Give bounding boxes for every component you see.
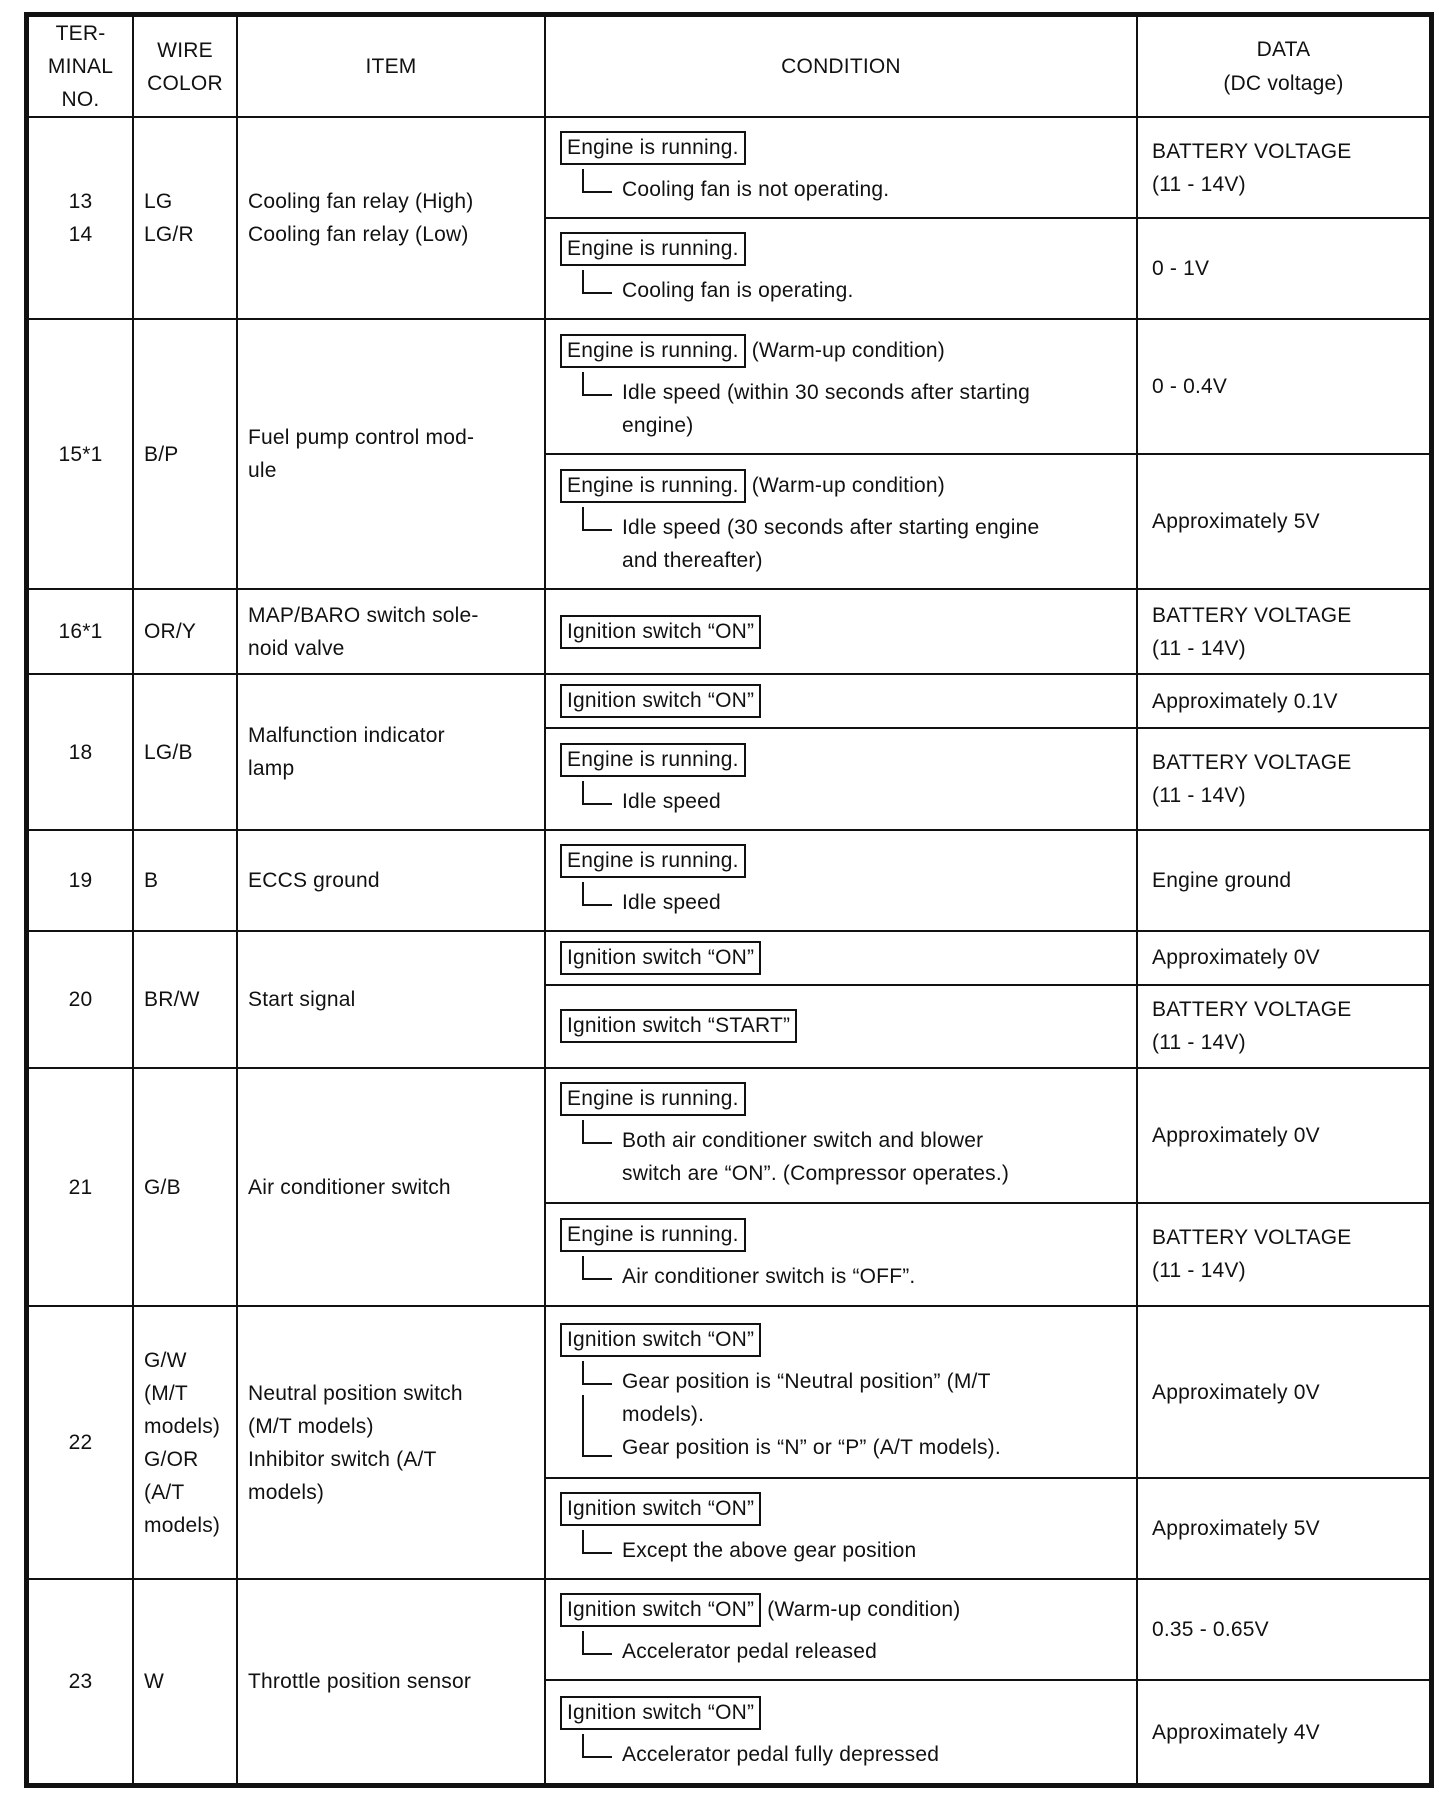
header-terminal-line: TER-	[55, 22, 106, 45]
data-voltage-cell	[1137, 1068, 1430, 1203]
data-voltage-cell	[1137, 1680, 1430, 1784]
header-wire-line: COLOR	[147, 71, 223, 95]
wire-color-cell	[133, 117, 237, 319]
wire-color-cell	[133, 830, 237, 931]
wire-color-cell-line: LG/B	[144, 740, 193, 764]
table-row	[28, 319, 1430, 454]
condition-subitem-line: Accelerator pedal fully depressed	[622, 1742, 940, 1766]
data-voltage-cell	[1137, 454, 1430, 589]
item-cell	[237, 931, 545, 1068]
wire-color-cell	[133, 1579, 237, 1784]
condition-cell	[545, 985, 1137, 1068]
condition-head	[560, 1591, 1126, 1629]
data-voltage-line: (11 - 14V)	[1152, 1031, 1246, 1055]
data-voltage-line: BATTERY VOLTAGE	[1152, 998, 1352, 1022]
condition-subitem-line: engine)	[622, 413, 694, 437]
condition-cell	[545, 319, 1137, 454]
condition-boxed-label: Engine is running.	[560, 334, 746, 368]
terminal-number-cell	[28, 674, 133, 829]
item-cell-line: MAP/BARO switch sole-	[248, 603, 479, 627]
item-cell-line: Fuel pump control mod-	[248, 426, 475, 450]
data-voltage-cell	[1137, 985, 1430, 1068]
condition-boxed-label: Engine is running.	[560, 1082, 746, 1116]
condition-head	[560, 741, 1126, 779]
condition-subitem-line: switch are “ON”. (Compressor operates.)	[622, 1162, 1010, 1186]
condition-boxed-label: Ignition switch “ON”	[560, 684, 761, 718]
table-row	[28, 674, 1430, 728]
wire-color-cell	[133, 1068, 237, 1306]
condition-subitem-line: and thereafter)	[622, 548, 763, 572]
condition-subitem	[560, 1431, 1126, 1464]
item-cell-line: ECCS ground	[248, 868, 380, 892]
wire-color-cell-line: LG	[144, 190, 173, 214]
data-voltage-cell	[1137, 1478, 1430, 1579]
wire-color-cell-line: models)	[144, 1513, 221, 1537]
item-cell-line: Malfunction indicator	[248, 724, 445, 748]
terminal-number-cell	[28, 1306, 133, 1579]
data-voltage-cell	[1137, 931, 1430, 985]
data-voltage-cell	[1137, 319, 1430, 454]
terminal-number-cell-line: 13	[68, 190, 93, 214]
condition-cell	[545, 1579, 1137, 1680]
terminal-number-cell	[28, 1068, 133, 1306]
data-voltage-cell	[1137, 117, 1430, 218]
terminal-number-cell	[28, 589, 133, 674]
condition-boxed-label: Engine is running.	[560, 131, 746, 165]
condition-head	[560, 467, 1126, 505]
wire-color-cell-line: LG/R	[144, 223, 194, 247]
wire-color-cell-line: (A/T	[144, 1480, 185, 1504]
table-row	[28, 830, 1430, 931]
header-data-line: DATA	[1256, 37, 1311, 61]
data-voltage-cell	[1137, 674, 1430, 728]
wire-color-cell-line: G/OR	[144, 1447, 199, 1471]
header-terminal	[28, 16, 133, 117]
terminal-number-cell	[28, 830, 133, 931]
condition-cell	[545, 218, 1137, 319]
item-cell	[237, 830, 545, 931]
data-voltage-line: Approximately 5V	[1152, 510, 1320, 534]
header-terminal-line: MINAL	[47, 55, 114, 78]
header-row	[28, 16, 1430, 117]
condition-head	[560, 230, 1126, 268]
table-row	[28, 589, 1430, 674]
data-voltage-line: Approximately 0V	[1152, 1380, 1320, 1404]
item-cell-line: models)	[248, 1480, 325, 1504]
header-wire-line: WIRE	[157, 38, 213, 62]
condition-subitem-line: Both air conditioner switch and blower	[622, 1129, 984, 1153]
data-voltage-line: 0.35 - 0.65V	[1152, 1618, 1269, 1642]
condition-head	[560, 842, 1126, 880]
item-cell	[237, 1579, 545, 1784]
condition-boxed-label: Engine is running.	[560, 743, 746, 777]
wire-color-cell-line: BR/W	[144, 987, 200, 1011]
terminal-number-cell-line: 23	[68, 1670, 93, 1694]
wire-color-cell-line: W	[144, 1670, 165, 1694]
item-cell	[237, 674, 545, 829]
condition-subitem	[560, 511, 1126, 577]
terminal-number-cell-line: 14	[68, 223, 93, 247]
condition-subitem-line: Cooling fan is not operating.	[622, 178, 890, 202]
data-voltage-cell	[1137, 1203, 1430, 1306]
terminal-number-cell-line: 21	[68, 1175, 93, 1199]
condition-note: (Warm-up condition)	[751, 338, 945, 362]
item-cell-line: Cooling fan relay (Low)	[248, 223, 469, 247]
wire-color-cell-line: OR/Y	[144, 620, 197, 644]
condition-cell	[545, 1680, 1137, 1784]
condition-subitem	[560, 1635, 1126, 1668]
condition-cell	[545, 830, 1137, 931]
data-voltage-cell	[1137, 218, 1430, 319]
condition-subitem-line: Except the above gear position	[622, 1539, 917, 1563]
item-cell-line: noid valve	[248, 636, 345, 660]
condition-subitem-line: Idle speed	[622, 890, 721, 914]
item-cell-line: Cooling fan relay (High)	[248, 190, 474, 214]
terminal-number-cell-line: 16*1	[58, 620, 103, 644]
data-voltage-line: Approximately 0.1V	[1152, 689, 1338, 713]
wire-color-cell-line: G/B	[144, 1175, 181, 1199]
condition-subitem	[560, 173, 1126, 206]
condition-note: (Warm-up condition)	[767, 1598, 961, 1622]
item-cell-line: lamp	[248, 757, 295, 781]
data-voltage-line: BATTERY VOLTAGE	[1152, 751, 1352, 775]
data-voltage-line: (11 - 14V)	[1152, 784, 1246, 808]
condition-head	[560, 939, 1126, 977]
condition-head	[560, 1007, 1126, 1045]
header-wire	[133, 16, 237, 117]
data-voltage-line: 0 - 0.4V	[1152, 375, 1228, 399]
data-voltage-line: Approximately 0V	[1152, 946, 1320, 970]
wire-color-cell	[133, 1306, 237, 1579]
condition-head	[560, 1080, 1126, 1118]
wire-color-cell	[133, 674, 237, 829]
data-voltage-cell	[1137, 830, 1430, 931]
header-item: ITEM	[237, 16, 545, 117]
condition-subitem-line: Idle speed (30 seconds after starting engine	[622, 515, 1040, 539]
condition-boxed-label: Ignition switch “ON”	[560, 615, 761, 649]
data-voltage-line: Approximately 5V	[1152, 1517, 1320, 1541]
header-terminal-line: NO.	[61, 88, 100, 111]
data-voltage-line: BATTERY VOLTAGE	[1152, 1226, 1352, 1250]
table-row	[28, 1306, 1430, 1478]
condition-cell	[545, 1068, 1137, 1203]
condition-subitem	[560, 274, 1126, 307]
condition-subitem-line: Gear position is “Neutral position” (M/T	[622, 1369, 991, 1393]
condition-subitem	[560, 1260, 1126, 1293]
condition-boxed-label: Ignition switch “ON”	[560, 1593, 761, 1627]
data-voltage-line: (11 - 14V)	[1152, 1259, 1246, 1283]
header-data	[1137, 16, 1430, 117]
condition-head	[560, 682, 1126, 720]
condition-boxed-label: Engine is running.	[560, 844, 746, 878]
data-voltage-cell	[1137, 589, 1430, 674]
terminal-number-cell-line: 22	[68, 1431, 93, 1455]
wire-color-cell	[133, 931, 237, 1068]
item-cell-line: ule	[248, 459, 277, 483]
condition-head	[560, 1490, 1126, 1528]
data-voltage-cell	[1137, 1579, 1430, 1680]
item-cell	[237, 1068, 545, 1306]
data-voltage-cell	[1137, 728, 1430, 829]
wire-color-cell-line: (M/T	[144, 1381, 188, 1405]
condition-cell	[545, 589, 1137, 674]
wire-color-cell	[133, 589, 237, 674]
condition-boxed-label: Ignition switch “ON”	[560, 941, 761, 975]
item-cell-line: Inhibitor switch (A/T	[248, 1447, 437, 1471]
item-cell-line: Air conditioner switch	[248, 1175, 451, 1199]
condition-subitem-line: Idle speed	[622, 789, 721, 813]
condition-boxed-label: Engine is running.	[560, 232, 746, 266]
condition-cell	[545, 674, 1137, 728]
condition-boxed-label: Ignition switch “ON”	[560, 1323, 761, 1357]
condition-note: (Warm-up condition)	[751, 473, 945, 497]
condition-subitem	[560, 376, 1126, 442]
data-voltage-line: BATTERY VOLTAGE	[1152, 603, 1352, 627]
terminal-number-cell	[28, 319, 133, 589]
item-cell-line: Neutral position switch	[248, 1381, 463, 1405]
condition-subitem	[560, 886, 1126, 919]
wire-color-cell-line: B/P	[144, 442, 179, 466]
data-voltage-line: (11 - 14V)	[1152, 172, 1246, 196]
terminal-number-cell-line: 20	[68, 987, 93, 1011]
table-row	[28, 1068, 1430, 1203]
data-voltage-line: Approximately 0V	[1152, 1123, 1320, 1147]
table-row	[28, 117, 1430, 218]
data-voltage-line: 0 - 1V	[1152, 257, 1210, 281]
condition-subitem-line: Gear position is “N” or “P” (A/T models).	[622, 1435, 1001, 1459]
wire-color-cell-line: B	[144, 868, 159, 892]
condition-head	[560, 129, 1126, 167]
condition-boxed-label: Engine is running.	[560, 469, 746, 503]
condition-head	[560, 1694, 1126, 1732]
item-cell-line: Throttle position sensor	[248, 1670, 472, 1694]
condition-boxed-label: Engine is running.	[560, 1218, 746, 1252]
condition-cell	[545, 454, 1137, 589]
condition-head	[560, 1321, 1126, 1359]
condition-cell	[545, 931, 1137, 985]
condition-head	[560, 613, 1126, 651]
terminal-number-cell-line: 18	[68, 740, 93, 764]
condition-head	[560, 1216, 1126, 1254]
condition-cell	[545, 1306, 1137, 1478]
condition-subitem	[560, 785, 1126, 818]
table-row	[28, 931, 1430, 985]
wire-color-cell	[133, 319, 237, 589]
item-cell	[237, 319, 545, 589]
condition-cell	[545, 117, 1137, 218]
condition-boxed-label: Ignition switch “ON”	[560, 1492, 761, 1526]
item-cell	[237, 589, 545, 674]
terminal-number-cell	[28, 931, 133, 1068]
terminal-number-cell-line: 19	[68, 868, 93, 892]
condition-subitem-line: Air conditioner switch is “OFF”.	[622, 1264, 916, 1288]
condition-subitem-line: Idle speed (within 30 seconds after starting	[622, 380, 1031, 404]
data-voltage-line: (11 - 14V)	[1152, 636, 1246, 660]
condition-subitem	[560, 1365, 1126, 1431]
data-voltage-cell	[1137, 1306, 1430, 1478]
item-cell	[237, 117, 545, 319]
ecm-terminal-table	[27, 15, 1431, 1785]
condition-cell	[545, 1478, 1137, 1579]
terminal-data-table-page	[24, 12, 1434, 1788]
header-data-line: (DC voltage)	[1223, 71, 1344, 95]
condition-subitem-line: Cooling fan is operating.	[622, 279, 854, 303]
condition-subitem	[560, 1738, 1126, 1771]
condition-subitem	[560, 1124, 1126, 1190]
wire-color-cell-line: G/W	[144, 1348, 187, 1372]
condition-subitem-line: Accelerator pedal released	[622, 1640, 878, 1664]
item-cell	[237, 1306, 545, 1579]
wire-color-cell-line: models)	[144, 1414, 221, 1438]
data-voltage-line: BATTERY VOLTAGE	[1152, 139, 1352, 163]
header-condition: CONDITION	[545, 16, 1137, 117]
condition-subitem	[560, 1534, 1126, 1567]
condition-head	[560, 332, 1126, 370]
item-cell-line: (M/T models)	[248, 1414, 374, 1438]
condition-boxed-label: Ignition switch “START”	[560, 1009, 797, 1043]
condition-cell	[545, 728, 1137, 829]
terminal-number-cell	[28, 117, 133, 319]
terminal-number-cell	[28, 1579, 133, 1784]
data-voltage-line: Approximately 4V	[1152, 1720, 1320, 1744]
terminal-number-cell-line: 15*1	[58, 442, 103, 466]
condition-boxed-label: Ignition switch “ON”	[560, 1696, 761, 1730]
condition-cell	[545, 1203, 1137, 1306]
data-voltage-line: Engine ground	[1152, 868, 1292, 892]
item-cell-line: Start signal	[248, 987, 356, 1011]
condition-subitem-line: models).	[622, 1402, 705, 1426]
table-row	[28, 1579, 1430, 1680]
